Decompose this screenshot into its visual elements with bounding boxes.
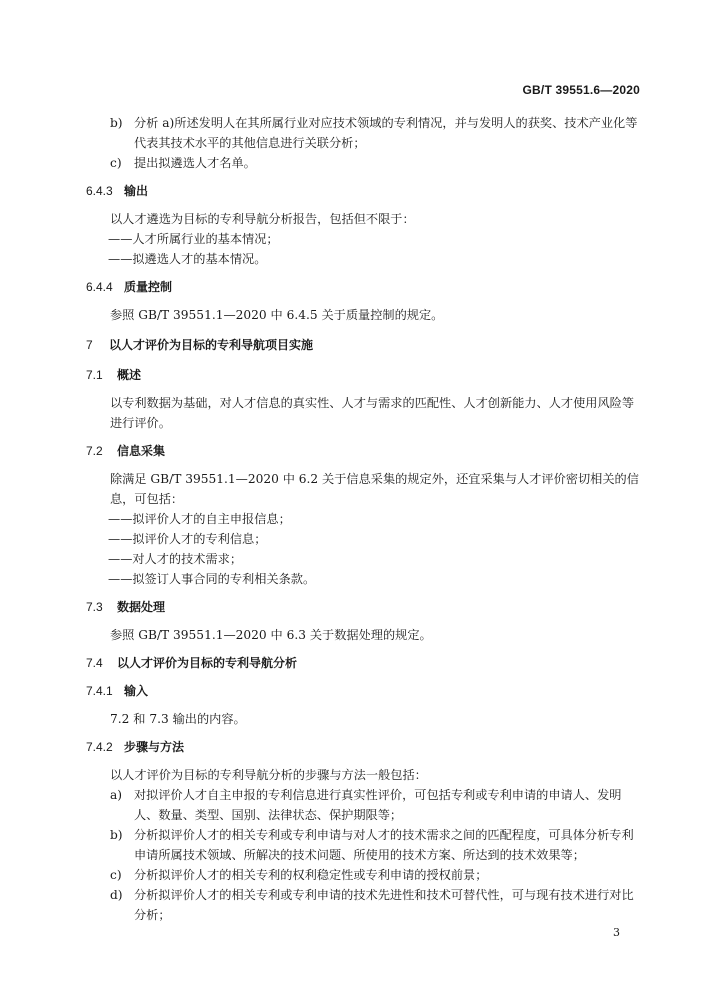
- section-number: 6.4.4: [86, 280, 113, 294]
- list-text: 分析拟评价人才的相关专利或专利申请的技术先进性和技术可替代性，可与现有技术进行对比分析；: [134, 888, 634, 922]
- section-number: 6.4.3: [86, 184, 113, 198]
- list-item: [86, 785, 640, 825]
- dash-item: ——对人才的技术需求；: [108, 552, 243, 566]
- section-title: 输出: [124, 184, 149, 198]
- paragraph: 7.2 和 7.3 输出的内容。: [110, 712, 246, 726]
- paragraph: 参照 GB/T 39551.1—2020 中 6.4.5 关于质量控制的规定。: [110, 308, 444, 322]
- dash-item: ——拟评价人才的自主申报信息；: [108, 512, 291, 526]
- list-text: 对拟评价人才自主申报的专利信息进行真实性评价，可包括专利或专利申请的申请人、发明人、数量、类型、国别、法律状态、保护期限等；: [134, 788, 622, 822]
- chapter-heading-7: [86, 335, 640, 355]
- section-title: 信息采集: [117, 444, 166, 458]
- list-item: [86, 153, 640, 173]
- paragraph: 以人才评价为目标的专利导航分析的步骤与方法一般包括：: [110, 768, 427, 782]
- section-title: 步骤与方法: [124, 740, 185, 754]
- list-marker: b): [110, 116, 123, 130]
- section-number: 7.2: [86, 444, 103, 458]
- section-heading-7-1: [86, 365, 640, 385]
- section-title: 概述: [117, 368, 142, 382]
- section-number: 7.4: [86, 656, 103, 670]
- list-marker: d): [110, 888, 123, 902]
- list-item: [86, 113, 640, 153]
- standard-code: GB/T 39551.6—2020: [522, 83, 640, 97]
- section-number: 7.4.1: [86, 684, 113, 698]
- list-marker: a): [110, 788, 123, 802]
- paragraph: 除满足 GB/T 39551.1—2020 中 6.2 关于信息采集的规定外，还宜采集与人才评价密切相关的信息，可包括：: [110, 472, 639, 506]
- list-text: 提出拟遴选人才名单。: [134, 156, 256, 170]
- list-marker: b): [110, 828, 123, 842]
- section-number: 7.1: [86, 368, 103, 382]
- list-marker: c): [110, 156, 122, 170]
- section-heading-7-2: [86, 441, 640, 461]
- paragraph: 以人才遴选为目标的专利导航分析报告，包括但不限于：: [110, 212, 415, 226]
- page-number: 3: [613, 926, 620, 939]
- section-heading-6-4-4: [86, 277, 640, 297]
- dash-item: ——人才所属行业的基本情况；: [108, 232, 279, 246]
- page-content: [86, 113, 640, 925]
- dash-item: ——拟评价人才的专利信息；: [108, 532, 267, 546]
- list-item: [86, 885, 640, 925]
- section-title: 数据处理: [117, 600, 166, 614]
- section-title: 质量控制: [124, 280, 173, 294]
- paragraph: 以专利数据为基础，对人才信息的真实性、人才与需求的匹配性、人才创新能力、人才使用风险等进行评价。: [110, 396, 635, 430]
- dash-item: ——拟遴选人才的基本情况。: [108, 252, 267, 266]
- list-marker: c): [110, 868, 122, 882]
- section-heading-7-4: [86, 653, 640, 673]
- section-title: 以人才评价为目标的专利导航分析: [117, 656, 298, 670]
- list-text: 分析 a)所述发明人在其所属行业对应技术领域的专利情况，并与发明人的获奖、技术产业化等代表其技术水平的其他信息进行关联分析；: [134, 116, 638, 150]
- section-heading-7-4-2: [86, 737, 640, 757]
- list-text: 分析拟评价人才的相关专利或专利申请与对人才的技术需求之间的匹配程度，可具体分析专利申请所属技术领域、所解决的技术问题、所使用的技术方案、所达到的技术效果等；: [134, 828, 634, 862]
- list-item: [86, 825, 640, 865]
- list-item: [86, 865, 640, 885]
- section-title: 输入: [124, 684, 149, 698]
- section-number: 7.3: [86, 600, 103, 614]
- section-heading-7-4-1: [86, 681, 640, 701]
- section-heading-7-3: [86, 597, 640, 617]
- section-number: 7: [86, 338, 93, 352]
- paragraph: 参照 GB/T 39551.1—2020 中 6.3 关于数据处理的规定。: [110, 628, 432, 642]
- list-text: 分析拟评价人才的相关专利的权利稳定性或专利申请的授权前景；: [134, 868, 488, 882]
- section-title: 以人才评价为目标的专利导航项目实施: [109, 338, 314, 352]
- section-number: 7.4.2: [86, 740, 113, 754]
- section-heading-6-4-3: [86, 181, 640, 201]
- dash-item: ——拟签订人事合同的专利相关条款。: [108, 572, 316, 586]
